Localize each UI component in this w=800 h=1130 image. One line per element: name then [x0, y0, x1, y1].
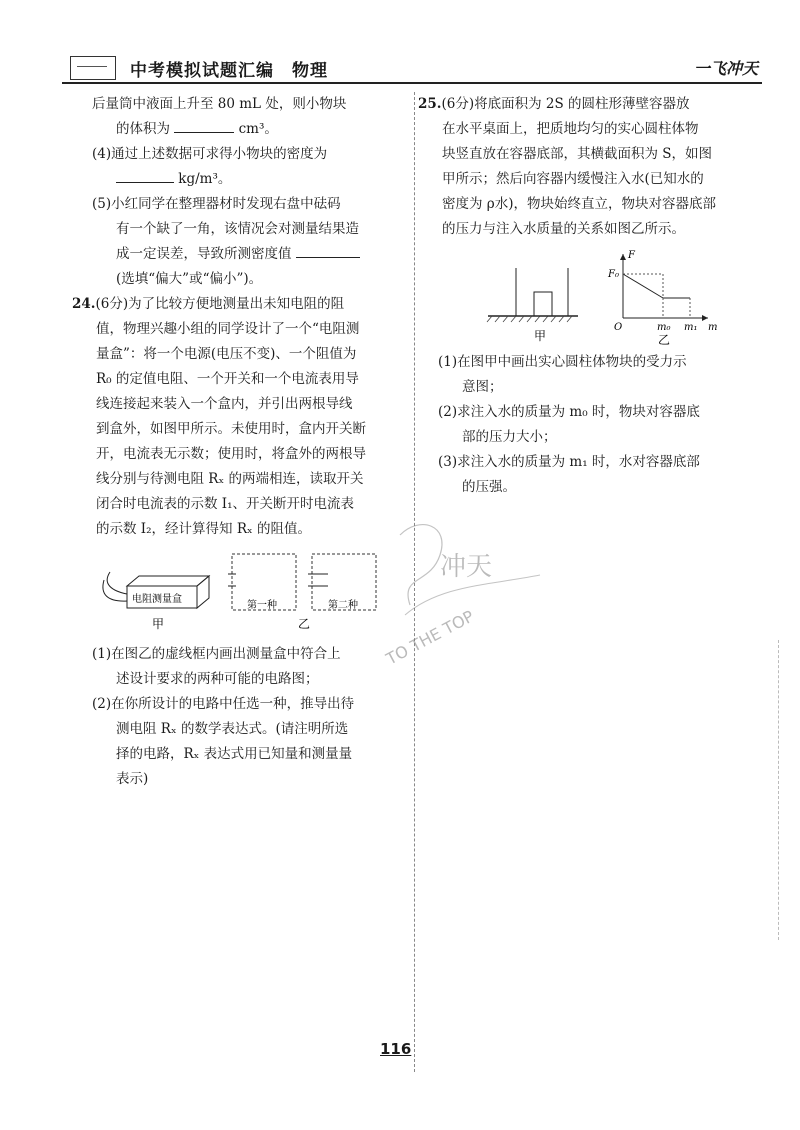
answer-blank-volume[interactable] [174, 118, 234, 133]
page-number: 116 [380, 1040, 412, 1058]
answer-blank-density[interactable] [116, 168, 174, 183]
q25-figure [418, 246, 763, 346]
q23-continuation: 后量筒中液面上升至 80 mL 处，则小物块 的体积为 cm³。 [92, 96, 347, 137]
watermark-seal [380, 515, 550, 675]
q24-part2: (2)在你所设计的电路中任选一种，推导出待 测电阻 Rₓ 的数学表达式。(请注明所选 择的电路，Rₓ 表达式用已知量和测量量 表示) [92, 696, 355, 787]
q25-part1: (1)在图甲中画出实心圆柱体物块的受力示 意图； [438, 354, 687, 395]
right-column [418, 92, 763, 500]
graph-m0-label: m₀ [657, 322, 671, 333]
brand-logo: 一飞冲天 [693, 59, 758, 78]
header-rule [62, 82, 762, 84]
graph-axis-m: m [708, 322, 718, 333]
container-drawing [487, 268, 578, 322]
q24-part1: (1)在图乙的虚线框内画出测量盒中符合上 述设计要求的两种可能的电路图； [92, 646, 341, 687]
answer-blank-bias[interactable] [296, 243, 360, 258]
edge-dashed-line [778, 640, 779, 940]
left-column [72, 92, 410, 792]
fig-jia-label: 甲 [152, 617, 165, 631]
cylinder-block [534, 292, 552, 316]
force-mass-graph [607, 250, 717, 333]
fig-yi-label-right: 乙 [658, 333, 671, 346]
fig-first-label: 第一种 [247, 600, 277, 611]
q23-part5: (5)小红同学在整理器材时发现右盘中砝码 有一个缺了一角，该情况会对测量结果造 成一定误差，导致所测密度值 (选填“偏大”或“偏小”)。 [92, 196, 359, 287]
q25-part2: (2)求注入水的质量为 m₀ 时，物块对容器底 部的压力大小； [438, 404, 700, 445]
measurement-box-label: 电阻测量盒 [132, 594, 182, 605]
q25-part3: (3)求注入水的质量为 m₁ 时，水对容器底部 的压强。 [438, 454, 700, 495]
q24-stem: 24.(6分)为了比较方便地测量出未知电阻的阻 值，物理兴趣小组的同学设计了一个“电阻测 量盒”：将一个电源(电压不变)、一个阻值为 R₀ 的定值电阻、一个开关和一个电流表用导 线连接起来装入一个盒内，并引出两根导线 到盒外，如图甲所示。未使用时，盒内开关断 开，电流表无示数；使用时，将盒外的两根导 线分别与待测电阻 Rₓ 的两端相连，读取开关 闭合时电流表的示数 I₁、开关断开时电流表 的示数 I₂，经计算得知 Rₓ 的阻值。 [72, 296, 366, 537]
q23-part4: (4)通过上述数据可求得小物块的密度为 kg/m³。 [92, 146, 328, 187]
watermark-english: TO THE TOP [382, 606, 478, 669]
graph-m1-label: m₁ [684, 322, 698, 333]
graph-f0-label: F₀ [608, 269, 619, 280]
page-header [62, 52, 762, 84]
book-title: 中考模拟试题汇编 物理 [130, 61, 328, 81]
graph-axis-f: F [628, 250, 635, 261]
fig-second-label: 第二种 [328, 600, 358, 611]
q25-stem: 25.(6分)将底面积为 2S 的圆柱形薄壁容器放 在水平桌面上，把质地均匀的实心圆柱体物 块竖直放在容器底部，其横截面积为 S，如图 甲所示；然后向容器内缓慢注入水(已知水的 密度为 ρ水)，物块始终直立，物块对容器底部 的压力与注入水质量的关系如图乙所示。 [418, 96, 716, 237]
fig-yi-label: 乙 [298, 617, 311, 631]
fig-jia-label-right: 甲 [534, 329, 547, 343]
q24-figure [72, 546, 410, 638]
measurement-box-drawing [103, 572, 209, 608]
watermark-chinese: 冲天 [440, 552, 493, 582]
book-logo-icon [70, 56, 116, 80]
graph-origin: O [614, 322, 623, 333]
